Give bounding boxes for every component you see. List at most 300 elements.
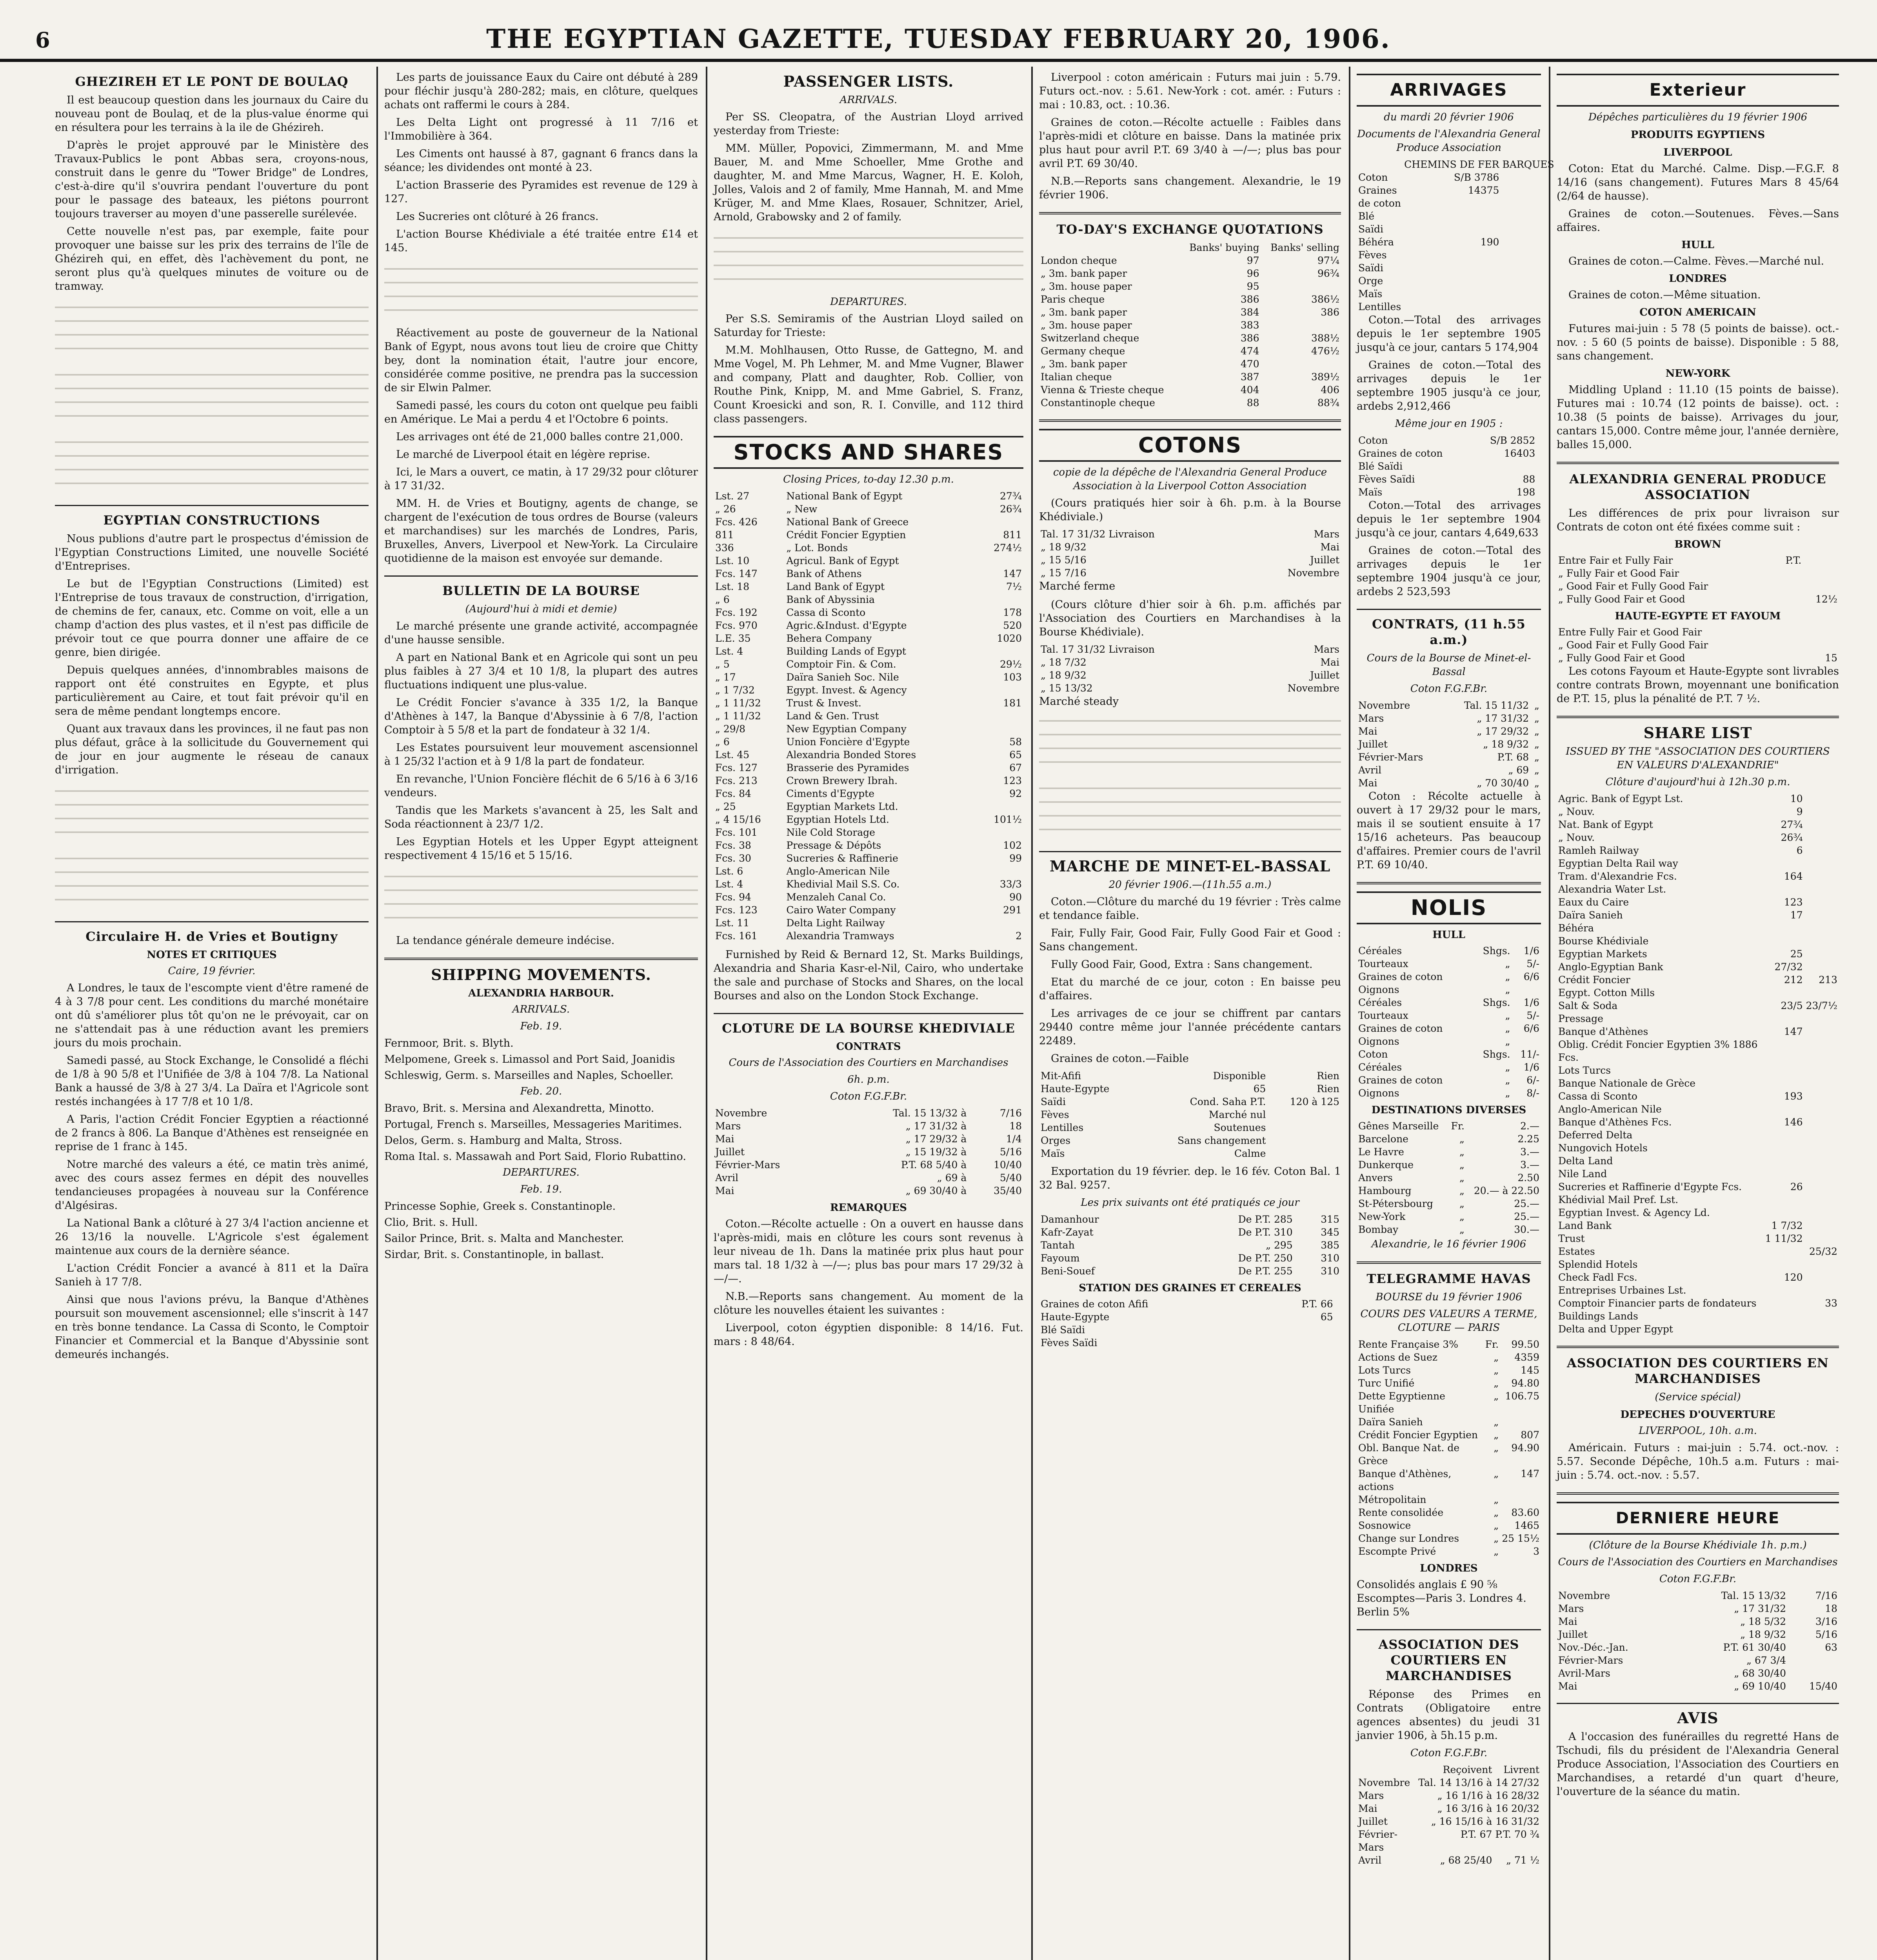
table-cell: 1/6: [1523, 997, 1539, 1008]
table-cell: Lst. 18: [715, 581, 750, 592]
table-cell: Banque d'Athènes Fcs.: [1558, 1116, 1672, 1128]
paragraph: L'action Crédit Foncier a avancé à 811 et la Daïra Sanieh à 17 7/8.: [55, 1262, 369, 1288]
table-cell: „ 17 29/32: [1477, 726, 1529, 737]
table-cell: Alexandria Water Lst.: [1558, 884, 1666, 895]
divider: [1357, 882, 1541, 884]
table-cell: 404: [1240, 384, 1259, 396]
illegible-text-block: [384, 866, 698, 929]
stock-row: [714, 722, 1023, 735]
table-row: [1039, 1226, 1341, 1239]
table-cell: 67: [1009, 762, 1022, 773]
table-cell: [1804, 935, 1839, 947]
table-cell: [1473, 460, 1537, 473]
nolis: [1357, 891, 1541, 1251]
table-row: [1357, 1197, 1541, 1210]
divider: [384, 575, 698, 577]
table-cell: Bank of Athens: [786, 568, 862, 579]
table-cell: [1804, 805, 1839, 818]
table-cell: Shgs.: [1483, 1049, 1510, 1060]
paragraph: Exportation du 19 février. dep. le 16 fév. Coton Bal. 1 32 Bal. 9257.: [1039, 1165, 1341, 1191]
table-cell: [978, 554, 1023, 567]
table-cell: Change sur Londres: [1358, 1533, 1459, 1544]
label: Coton F.G.F.Br.: [830, 1091, 907, 1102]
table-cell: „: [1459, 1224, 1465, 1235]
table-cell: Fcs. 123: [715, 904, 758, 916]
section-subheading: Documents de l'Alexandria General Produce Association: [1357, 128, 1541, 154]
table-cell: „: [1459, 1185, 1465, 1196]
section-headline: Exterieur: [1557, 74, 1839, 107]
section-headline: COTONS: [1039, 429, 1341, 462]
table-cell: [1804, 844, 1839, 857]
telegramme-havas: [1357, 1271, 1541, 1619]
table-cell: Crédit Foncier Egyptien: [786, 529, 906, 541]
table-cell: [1804, 896, 1839, 909]
illegible-text-block: [55, 781, 369, 844]
table-cell: „ 67 3/4: [1746, 1655, 1786, 1666]
table-cell: Nov.-Déc.-Jan.: [1558, 1642, 1628, 1653]
exchange-row: [1039, 396, 1341, 409]
section-subheading: Dépêches particulières du 19 février 1906: [1588, 111, 1808, 123]
table-cell: 147: [1521, 1468, 1539, 1479]
table-cell: 291: [1003, 904, 1022, 916]
minet-table: [1039, 1069, 1341, 1160]
table-row: [1357, 957, 1541, 970]
table-row: [1557, 554, 1839, 567]
table-cell: [978, 645, 1023, 658]
table-cell: „: [1494, 1442, 1499, 1454]
table-cell: [1804, 1258, 1839, 1271]
table-cell: „ 69 10/40: [1734, 1681, 1786, 1692]
illegible-text-block: [384, 259, 698, 321]
table-cell: „: [1494, 1468, 1499, 1479]
table-cell: [1335, 1336, 1341, 1349]
paragraph: Les cotons Fayoum et Haute-Egypte sont livrables contre contrats Brown, moyennant une bonification de P.T. 15, plus la pénalité de P.T. 7 ½.: [1557, 665, 1839, 705]
table-cell: Graines de coton: [1358, 1074, 1443, 1086]
date-label: Alexandrie, le 16 février 1906: [1371, 1238, 1526, 1250]
table-cell: Turc Unifié: [1358, 1377, 1415, 1389]
stock-row: [714, 645, 1023, 658]
table-cell: Graines de coton Afifi: [1041, 1298, 1148, 1310]
paragraph: MM. H. de Vries et Boutigny, agents de change, se chargent de l'exécution de tous ordres de Bourse (valeurs et marchandises) sur les marchés de Londres, Paris, Bruxelles, Anvers, Liverpool et New-York. La Circulaire quotidienne de la maison est envoyée sur demande.: [384, 497, 698, 564]
table-cell: Oignons: [1358, 984, 1399, 995]
exchange-row: [1039, 267, 1341, 280]
table-cell: [1537, 486, 1541, 499]
table-cell: 99.50: [1511, 1339, 1539, 1350]
table-cell: 811: [1003, 529, 1022, 541]
table-cell: [1804, 792, 1839, 805]
table-cell: Pressage: [1558, 1013, 1603, 1024]
table-cell: „ 16 15/16 à: [1431, 1816, 1492, 1827]
table-cell: [1804, 1038, 1839, 1064]
table-cell: „: [1459, 1159, 1465, 1171]
paragraph: Le marché de Liverpool était en légère reprise.: [396, 448, 650, 461]
article-ghezireh: [55, 74, 369, 495]
table-cell: 7½: [1006, 581, 1022, 592]
table-cell: Blé Saïdi: [1358, 461, 1403, 472]
table-cell: [978, 916, 1023, 929]
table-cell: Kafr-Zayat: [1041, 1227, 1094, 1238]
table-cell: De P.T. 310: [1238, 1227, 1293, 1238]
table-cell: [1804, 818, 1839, 831]
paragraph: Les différences de prix pour livraison sur Contrats de coton ont été fixées comme suit :: [1557, 507, 1839, 533]
table-cell: Juillet: [715, 1146, 745, 1158]
table-cell: Brasserie des Pyramides: [786, 762, 909, 773]
table-cell: [1537, 447, 1541, 460]
stock-row: [714, 735, 1023, 748]
table-cell: Menzaleh Canal Co.: [786, 891, 886, 903]
table-cell: [1764, 1323, 1804, 1336]
table-row: [1357, 1184, 1541, 1197]
share-row: [1557, 1064, 1839, 1077]
table-cell: Khedivial Mail S.S. Co.: [786, 878, 900, 890]
table-cell: [1804, 960, 1839, 973]
table-cell: [1764, 1206, 1804, 1219]
table-cell: 1020: [997, 633, 1022, 644]
paragraph: Graines de coton.—Total des arrivages depuis le 1er septembre 1905 jusqu'à ce jour, ardebs 2,912,466: [1357, 359, 1541, 412]
table-cell: 17: [1790, 909, 1803, 921]
table-cell: 65: [1009, 749, 1022, 760]
ship-entry: Roma Ital. s. Massawah and Port Said, Florio Rubattino.: [384, 1151, 686, 1163]
table-row: [1039, 1252, 1341, 1265]
table-cell: Fcs. 84: [715, 788, 751, 799]
table-row: [1357, 1789, 1541, 1802]
table-cell: 120: [1784, 1272, 1803, 1283]
table-cell: 190: [1480, 236, 1499, 248]
table-cell: [1804, 1232, 1839, 1245]
table-cell: 470: [1240, 358, 1259, 370]
time-label: 6h. p.m.: [847, 1074, 890, 1085]
illegible-text-block: [55, 848, 369, 911]
table-cell: „: [1494, 1533, 1499, 1544]
share-row: [1557, 1090, 1839, 1103]
table-cell: [1776, 593, 1803, 606]
table-cell: 123: [1784, 897, 1803, 908]
table-cell: [1261, 319, 1341, 332]
section-subheading: ARRIVALS.: [512, 1004, 570, 1015]
table-cell: [1804, 1206, 1839, 1219]
stock-row: [714, 826, 1023, 839]
table-cell: [978, 865, 1023, 878]
section-subheading: (Service spécial): [1655, 1391, 1741, 1403]
paragraph: Samedi passé, au Stock Exchange, le Consolidé a fléchi de 1/8 à 90 5/8 et l'Unifiée de 3/8 à 104 7/8. La National Bank a haussé de 3/8 à 27 3/4. La Daïra et l'Agricole sont restés inchangées à 17 7/8 et 10 1/8.: [55, 1054, 369, 1108]
stock-row: [714, 839, 1023, 852]
section-subheading: ARRIVALS.: [839, 94, 898, 106]
table-cell: 25: [1790, 948, 1803, 960]
table-cell: London cheque: [1041, 255, 1117, 266]
table-cell: [1804, 1025, 1839, 1038]
table-cell: [1403, 249, 1501, 274]
exchange-row: [1039, 280, 1341, 293]
paragraph: Ici, le Mars a ouvert, ce matin, à 17 29/32 pour clôturer à 17 31/32.: [384, 466, 698, 492]
section-headline: CLOTURE DE LA BOURSE KHEDIVIALE: [722, 1021, 1015, 1036]
table-cell: Fcs. 127: [715, 762, 758, 773]
column-2: [384, 71, 698, 1960]
table-cell: 88¾: [1317, 397, 1339, 408]
column-rule: [376, 67, 378, 1960]
table-cell: Lst. 27: [715, 490, 750, 502]
table-cell: 387: [1240, 371, 1259, 383]
paragraph: Le but de l'Egyptian Constructions (Limited) est l'Entreprise de tous travaux de construction, d'irrigation, de chemins de fer, canaux, etc. Comme on voit, elle a un champ d'action des plus vastes, et il n'est pas difficile de prévoir tout ce que pourra donner une affaire de ce genre, bien dirigée.: [55, 578, 369, 659]
table-cell: [1803, 567, 1839, 580]
table-cell: Entre Fair et Fully Fair: [1558, 555, 1673, 566]
table-cell: [1764, 1193, 1804, 1206]
divider: [1557, 716, 1839, 718]
table-cell: Fèves: [1041, 1109, 1069, 1120]
table-cell: [1537, 460, 1541, 473]
table-cell: 145: [1521, 1365, 1539, 1376]
table-cell: 386: [1321, 307, 1339, 318]
table-cell: Fcs. 426: [715, 516, 758, 528]
table-cell: [1501, 171, 1555, 184]
table-cell: „: [1459, 1133, 1465, 1145]
article-headline: BULLETIN DE LA BOURSE: [442, 583, 640, 598]
table-cell: 16 20/32: [1495, 1803, 1539, 1814]
table-cell: „ 3m. bank paper: [1041, 307, 1127, 318]
table-cell: Banque d'Athènes: [1558, 1026, 1648, 1037]
table-cell: Mars: [715, 1120, 741, 1132]
table-cell: „ 1 7/32: [715, 684, 755, 696]
table-cell: Splendid Hotels: [1558, 1259, 1638, 1270]
table-cell: Sucreries & Raffinerie: [786, 853, 898, 864]
table-cell: Haute-Egypte: [1041, 1083, 1110, 1094]
section-headline: ASSOCIATION DES COURTIERS EN MARCHANDISES: [1378, 1637, 1519, 1683]
table-cell: Trust & Invest.: [786, 697, 861, 709]
table-row: [1039, 1323, 1341, 1336]
section-subheading: Les prix suivants ont été pratiqués ce jour: [1081, 1197, 1299, 1209]
table-row: [1357, 1828, 1541, 1854]
share-row: [1557, 1323, 1839, 1336]
column-6: [1557, 71, 1839, 1960]
table-cell: New Egyptian Company: [786, 723, 907, 735]
table-cell: Behera Company: [786, 633, 872, 644]
article-shipping: [384, 967, 698, 1261]
table-cell: [1804, 1167, 1839, 1180]
table-cell: 1 11/32: [1765, 1233, 1803, 1244]
share-row: [1557, 870, 1839, 883]
table-cell: Daïra Sanieh: [1358, 1416, 1423, 1428]
table-cell: 3/16: [1815, 1616, 1837, 1627]
article-subheadline: NOTES ET CRITIQUES: [147, 949, 277, 961]
table-cell: 33: [1825, 1298, 1837, 1309]
section-subheading: copie de la dépêche de l'Alexandria General Produce Association à la Liverpool Cotton Association: [1053, 466, 1327, 492]
table-cell: [1261, 358, 1341, 370]
section-headline: SHARE LIST: [1643, 724, 1752, 742]
article-headline: PASSENGER LISTS.: [783, 73, 954, 90]
table-cell: „: [1534, 764, 1539, 776]
table-cell: Coton: [1358, 1049, 1388, 1060]
table-cell: Lentilles: [1041, 1122, 1084, 1133]
arrivages: [1357, 74, 1554, 599]
section-headline: MARCHE DE MINET-EL-BASSAL: [1049, 857, 1331, 875]
paragraph: Graines de coton.—Soutenues. Fèves.—Sans affaires.: [1557, 208, 1839, 234]
stock-row: [714, 800, 1023, 813]
section-subheading: CONTRATS: [836, 1041, 901, 1053]
table-cell: [1803, 580, 1839, 593]
table-cell: Lst. 4: [715, 878, 743, 890]
table-cell: De P.T. 255: [1238, 1265, 1293, 1277]
table-cell: Vienna & Trieste cheque: [1041, 384, 1164, 396]
table-cell: 27¾: [1781, 819, 1803, 830]
share-row: [1557, 1271, 1839, 1284]
table-row: [1357, 236, 1556, 249]
table-cell: [1808, 639, 1813, 652]
table-cell: 385: [1321, 1240, 1339, 1251]
table-cell: 96: [1246, 268, 1259, 279]
table-cell: [1500, 1493, 1541, 1506]
label: Coton F.G.F.Br.: [1410, 683, 1488, 695]
table-cell: „ 69 30/40 à: [905, 1185, 967, 1196]
table-row: [1357, 1132, 1541, 1145]
share-row: [1557, 1103, 1839, 1116]
paragraph: Réponse des Primes en Contrats (Obligatoire entre agences absentes) du jeudi 31 janvier 1906, à 5h.15 p.m.: [1357, 1688, 1541, 1742]
paragraph: Les Estates poursuivent leur mouvement ascensionnel à 1 25/32 l'action et à 9 1/8 la part de fondateur.: [384, 742, 698, 768]
table-cell: Tourteaux: [1358, 958, 1408, 969]
table-row: [714, 1184, 1023, 1197]
table-row: [1357, 210, 1556, 236]
table-row: [1039, 682, 1341, 695]
table-cell: 33/3: [999, 878, 1022, 890]
paragraph: Ainsi que nous l'avions prévu, la Banque d'Athènes poursuit son mouvement ascensionnel; elle s'inscrit à 147 en très bonne tendance. La Cassa di Sconto, le Comptoir Financier et Commercial et la Banque d'Abyssinie sont demeurés inchangés.: [55, 1294, 369, 1361]
table-cell: „ 18 9/32: [1483, 739, 1529, 750]
table-cell: „: [1505, 1036, 1510, 1047]
stock-row: [714, 916, 1023, 929]
prices-table: [1039, 1213, 1341, 1278]
table-cell: „: [1505, 1062, 1510, 1073]
section-subheading: STATION DES GRAINES ET CEREALES: [1079, 1282, 1301, 1294]
table-cell: 3.—: [1520, 1159, 1539, 1171]
table-cell: „ 16 1/16 à: [1437, 1790, 1492, 1801]
table-row: [1039, 656, 1341, 669]
table-cell: „: [1494, 1507, 1499, 1518]
table-cell: [1764, 1012, 1804, 1025]
table-cell: 5/-: [1526, 958, 1539, 969]
table-cell: Tal. 15 11/32: [1464, 700, 1529, 711]
paragraph: Coton.—Clôture du marché du 19 février : Très calme et tendance faible.: [1039, 896, 1341, 922]
article-headline: SHIPPING MOVEMENTS.: [431, 966, 651, 984]
table-cell: Tal. 15 13/32 à: [893, 1107, 967, 1119]
table-cell: Lots Turcs: [1558, 1065, 1611, 1076]
cloture-table: [714, 1107, 1023, 1197]
table-cell: [1804, 883, 1839, 896]
table-cell: Lst. 6: [715, 866, 743, 877]
table-cell: P.T. 61 30/40: [1723, 1642, 1786, 1653]
table-cell: [1512, 1035, 1541, 1048]
table-cell: „ 3m. bank paper: [1041, 268, 1127, 279]
table-cell: Khédivial Mail Pref. Lst.: [1558, 1194, 1679, 1205]
table-cell: Estates: [1558, 1246, 1595, 1257]
paragraph: A part en National Bank et en Agricole qui sont un peu plus faibles à 27 3/4 et 10 1/8, la plupart des autres fluctuations indiquent une plus-value.: [384, 652, 698, 691]
share-row: [1557, 818, 1839, 831]
paragraph: Coton.—Total des arrivages depuis le 1er septembre 1904 jusqu'à ce jour, cantars 4,649,633: [1357, 499, 1541, 539]
table-row: [1039, 643, 1341, 656]
table-cell: „ New: [786, 503, 818, 515]
column-header: [1357, 1763, 1417, 1776]
table-row: [1357, 970, 1541, 983]
table-cell: Obl. Banque Nat. de Grèce: [1358, 1442, 1460, 1466]
stock-row: [714, 710, 1023, 722]
paragraph: A l'occasion des funérailles du regretté Hans de Tschudi, fils du président de l'Alexandria General Produce Association, l'Association des Courtiers en Marchandises, a retardé d'un quart d'heure, l'ouverture de la séance du matin.: [1557, 1731, 1839, 1798]
paragraph: Les arrivages de ce jour se chiffrent par cantars 29440 contre même jour l'année précédente cantars 22489.: [1039, 1007, 1341, 1047]
table-row: [1557, 1654, 1839, 1667]
stock-row: [714, 606, 1023, 619]
table-row: [1039, 1213, 1341, 1226]
paragraph: Graines de coton.—Total des arrivages depuis le 1er septembre 1904 jusqu'à ce jour, ardebs 2 523,593: [1357, 544, 1541, 598]
table-row: [1039, 1069, 1341, 1082]
table-cell: [1804, 857, 1839, 870]
table-cell: „ 17 29/32 à: [905, 1133, 967, 1145]
table-cell: [1764, 857, 1804, 870]
table-cell: „ 71 ½: [1506, 1855, 1539, 1866]
table-cell: Avril-Mars: [1558, 1668, 1610, 1679]
divider: [55, 505, 369, 506]
section-headline: ARRIVAGES: [1357, 74, 1541, 107]
column-4: [1039, 71, 1341, 1960]
article-circulaire: [55, 929, 369, 1361]
table-cell: Nile Land: [1558, 1168, 1607, 1180]
stock-row: [714, 865, 1023, 878]
table-cell: 386½: [1311, 294, 1339, 305]
table-cell: „: [1494, 1352, 1499, 1363]
paragraph: (Cours clôture d'hier soir à 6h. p.m. affichés par l'Association des Courtiers en Marchandises à la Bourse Khédiviale).: [1039, 599, 1341, 638]
table-cell: Delta and Upper Egypt: [1558, 1323, 1673, 1335]
table-cell: 5/40: [999, 1172, 1022, 1183]
date-label: Feb. 19.: [520, 1183, 562, 1195]
share-row: [1557, 1284, 1839, 1297]
exchange-row: [1039, 293, 1341, 306]
table-row: [1039, 528, 1341, 541]
table-cell: „: [1505, 971, 1510, 982]
table-cell: 9: [1796, 806, 1803, 817]
table-cell: Tal. 15 13/32: [1721, 1590, 1786, 1601]
table-cell: „: [1494, 1390, 1499, 1402]
paragraph: Cette nouvelle n'est pas, par exemple, faite pour provoquer une baisse sur les prix des terrains de l'île de Ghézireh qui, en effet, dès l'achèvement du pont, ne seront plus qu'à quelques minutes de voiture ou de tramway.: [55, 225, 369, 292]
table-cell: Ramleh Railway: [1558, 845, 1639, 856]
table-cell: 18: [1825, 1603, 1837, 1614]
table-cell: [1267, 1134, 1341, 1147]
table-cell: [1264, 1323, 1335, 1336]
table-cell: [1804, 1064, 1839, 1077]
table-cell: „: [1459, 1146, 1465, 1158]
stock-row: [714, 852, 1023, 865]
table-cell: [1403, 210, 1501, 236]
table-cell: Germany cheque: [1041, 345, 1125, 357]
paragraph: Fully Good Fair, Good, Extra : Sans changement.: [1051, 958, 1313, 971]
section-subheading: Closing Prices, to-day 12.30 p.m.: [783, 474, 954, 485]
table-row: [1357, 738, 1541, 751]
paragraph: Il est beaucoup question dans les journaux du Caire du nouveau pont de Boulaq, et de la plus-value énorme qui en résultera pour les terrains à la ile de Ghézireh.: [55, 94, 369, 134]
table-cell: Fcs. 101: [715, 827, 758, 838]
table-cell: Blé Saïdi: [1041, 1324, 1085, 1336]
table-cell: 14375: [1468, 185, 1499, 196]
table-cell: [1804, 1310, 1839, 1323]
table-cell: Juillet: [1310, 670, 1339, 681]
table-cell: Mai: [1358, 777, 1377, 789]
table-cell: Daïra Sanieh: [1558, 909, 1623, 921]
table-row: [1357, 777, 1541, 789]
table-cell: Salt & Soda: [1558, 1000, 1618, 1011]
table-cell: 386: [1240, 332, 1259, 344]
table-cell: Paris cheque: [1041, 294, 1105, 305]
table-cell: 8/-: [1526, 1087, 1539, 1099]
table-cell: [1501, 184, 1555, 210]
table-cell: [978, 515, 1023, 528]
paragraph: Notre marché des valeurs a été, ce matin très animé, avec des cours assez fermes en dépit des nouvelles tendancieuses propagées à nouveau sur la Conférence d'Algésiras.: [55, 1158, 369, 1212]
table-cell: 20.— à 22.50: [1474, 1185, 1539, 1196]
stock-row: [714, 671, 1023, 684]
section-subheading: DESTINATIONS DIVERSES: [1371, 1104, 1526, 1116]
table-cell: Février-Mars: [1358, 1829, 1398, 1853]
cotton-table: [1039, 643, 1341, 695]
